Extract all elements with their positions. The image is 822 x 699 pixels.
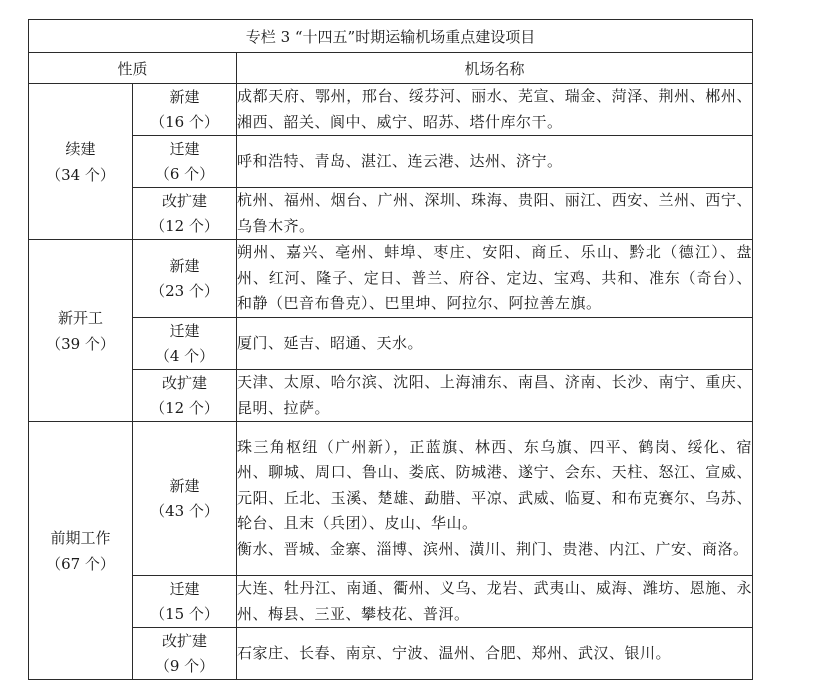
airport-list-text: 厦门、延吉、昭通、天水。 [237, 333, 424, 352]
header-nature: 性质 [29, 53, 237, 84]
airport-list [237, 370, 753, 422]
airport-list-text: 衡水、晋城、金寨、淄博、滨州、潢川、荆门、贵港、内江、广安、商洛。 [237, 539, 749, 558]
airport-list [237, 84, 753, 136]
group-label: 前期工作 [50, 528, 111, 547]
subtype-label: 新建 [169, 87, 200, 106]
subtype-label: 迁建 [169, 579, 200, 598]
subtype-cell [133, 240, 237, 318]
subtype-cell [133, 370, 237, 422]
subtype-label: 改扩建 [161, 191, 207, 210]
subtype-label: 迁建 [169, 321, 200, 340]
airport-list [237, 188, 753, 240]
group-preliminary [29, 422, 133, 680]
subtype-cell [133, 422, 237, 576]
table-caption: 专栏 3 “十四五”时期运输机场重点建设项目 [29, 20, 753, 53]
subtype-cell [133, 576, 237, 628]
subtype-cell [133, 188, 237, 240]
airport-list-text: 成都天府、鄂州，邢台、绥芬河、丽水、芜宣、瑞金、菏泽、荆州、郴州、湘西、韶关、阆中、威宁、昭苏、塔什库尔干。 [237, 87, 753, 131]
subtype-label: 新建 [169, 256, 200, 275]
group-count: （34 个） [46, 165, 115, 184]
airport-list-text: 珠三角枢纽（广州新），正蓝旗、林西、东乌旗、四平、鹤岗、绥化、宿州、聊城、周口、鲁山、娄底、防城港、遂宁、会东、天柱、怒江、宣威、元阳、丘北、玉溪、楚雄、勐腊、平凉、武威、临夏、和布克赛尔、乌苏、轮台、且末（兵团）、皮山、华山。 [237, 437, 753, 533]
group-new-start [29, 240, 133, 422]
subtype-count: （43 个） [150, 501, 219, 520]
airport-list [237, 136, 753, 188]
subtype-cell [133, 136, 237, 188]
subtype-cell [133, 318, 237, 370]
airport-list-text: 朔州、嘉兴、亳州、蚌埠、枣庄、安阳、商丘、乐山、黔北（德江）、盘州、红河、隆子、定日、普兰、府谷、定边、宝鸡、共和、准东（奇台）、和静（巴音布鲁克）、巴里坤、阿拉尔、阿拉善左旗。 [237, 243, 753, 313]
group-label: 新开工 [57, 308, 103, 327]
airport-list [237, 422, 753, 576]
airport-list [237, 318, 753, 370]
subtype-label: 迁建 [169, 139, 200, 158]
airport-list [237, 628, 753, 680]
airport-projects-table [28, 19, 753, 680]
group-continuing [29, 84, 133, 240]
subtype-label: 新建 [169, 476, 200, 495]
group-count: （39 个） [46, 334, 115, 353]
subtype-count: （4 个） [154, 346, 215, 365]
subtype-count: （23 个） [150, 281, 219, 300]
airport-list-text: 呼和浩特、青岛、湛江、连云港、达州、济宁。 [237, 151, 563, 170]
subtype-count: （16 个） [150, 112, 219, 131]
subtype-label: 改扩建 [161, 373, 207, 392]
airport-list-text: 天津、太原、哈尔滨、沈阳、上海浦东、南昌、济南、长沙、南宁、重庆、昆明、拉萨。 [237, 373, 753, 417]
airport-list-text: 大连、牡丹江、南通、衢州、义乌、龙岩、武夷山、威海、潍坊、恩施、永州、梅县、三亚、攀枝花、普洱。 [237, 579, 753, 623]
group-label: 续建 [65, 139, 96, 158]
airport-list [237, 240, 753, 318]
airport-list-text: 杭州、福州、烟台、广州、深圳、珠海、贵阳、丽江、西安、兰州、西宁、乌鲁木齐。 [237, 191, 753, 235]
subtype-cell [133, 84, 237, 136]
group-count: （67 个） [46, 554, 115, 573]
subtype-cell [133, 628, 237, 680]
airport-list [237, 576, 753, 628]
airport-list-text: 石家庄、长春、南京、宁波、温州、合肥、郑州、武汉、银川。 [237, 643, 672, 662]
subtype-count: （9 个） [154, 656, 215, 675]
header-airport-names: 机场名称 [237, 53, 753, 84]
subtype-count: （12 个） [150, 216, 219, 235]
subtype-count: （6 个） [154, 164, 215, 183]
subtype-label: 改扩建 [161, 631, 207, 650]
subtype-count: （12 个） [150, 398, 219, 417]
subtype-count: （15 个） [150, 604, 219, 623]
